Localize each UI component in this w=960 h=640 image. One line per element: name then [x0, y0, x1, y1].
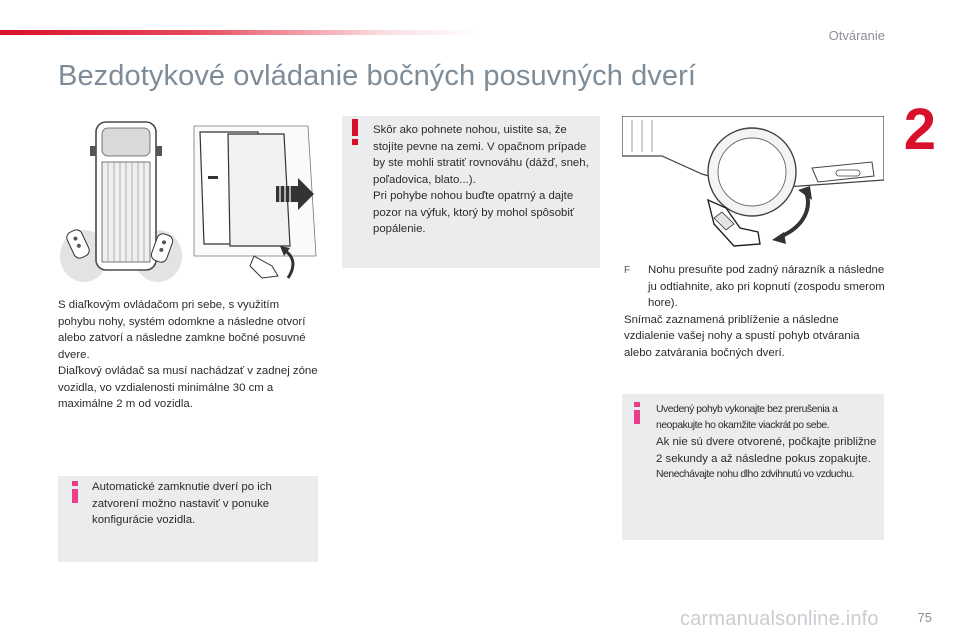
van-sliding-door-illustration	[58, 116, 320, 286]
intro-paragraph-2: Diaľkový ovládač sa musí nachádzať v zadnej zóne vozidla, vo vzdialenosti minimálne 30 cm a maximálne 2 m od vozidla.	[58, 365, 318, 410]
rear-bumper-foot-illustration	[622, 116, 884, 258]
warning-exclamation-icon	[350, 119, 360, 145]
intro-text	[58, 297, 318, 413]
procedure-text	[624, 262, 886, 361]
warning-text	[373, 122, 595, 238]
step-bullet: F	[624, 265, 631, 276]
warning-line-2: Pri pohybe nohou buďte opatrný a dajte pozor na výfuk, ktorý by mohol spôsobiť popálenie.	[373, 190, 575, 235]
procedure-step	[624, 262, 886, 312]
info-movement-line-1: Uvedený pohyb vykonajte bez prerušenia a neopakujte ho okamžite viackrát po sebe.	[656, 404, 838, 431]
intro-paragraph-1: S diaľkovým ovládačom pri sebe, s využitím pohybu nohy, systém odomkne a následne otvorí alebo zatvorí a následne zamkne bočné posuvné dvere.	[58, 299, 306, 361]
page-title: Bezdotykové ovládanie bočných posuvných dverí	[58, 60, 697, 92]
info-movement-text	[656, 402, 880, 483]
page-number: 75	[917, 610, 932, 625]
info-auto-lock-text: Automatické zamknutie dverí po ich zatvorení možno nastaviť v ponuke konfigurácie vozidla.	[92, 481, 272, 526]
info-icon	[632, 402, 642, 424]
procedure-step-text: Nohu presuňte pod zadný nárazník a následne ju odtiahnite, ako pri kopnutí (zospodu smerom hore).	[648, 264, 885, 309]
info-icon	[70, 481, 80, 503]
procedure-paragraph: Snímač zaznamená priblíženie a následne vzdialenie vašej nohy a spustí pohyb otvárania alebo zatvárania bočných dverí.	[624, 313, 860, 359]
section-name: Otváranie	[828, 28, 885, 43]
chapter-number: 2	[903, 97, 936, 162]
info-movement-line-2: Ak nie sú dvere otvorené, počkajte približne 2 sekundy a až následne pokus zopakujte.	[656, 436, 877, 465]
warning-line-1: Skôr ako pohnete nohou, uistite sa, že stojíte pevne na zemi. V opačnom prípade by ste mohli stratiť rovnováhu (dážď, sneh, poľadovica, blato...).	[373, 124, 589, 186]
info-movement-line-3: Nenechávajte nohu dlho zdvihnutú vo vzduchu.	[656, 469, 854, 480]
watermark: carmanualsonline.info	[680, 608, 879, 630]
header-accent-bar	[0, 30, 480, 35]
